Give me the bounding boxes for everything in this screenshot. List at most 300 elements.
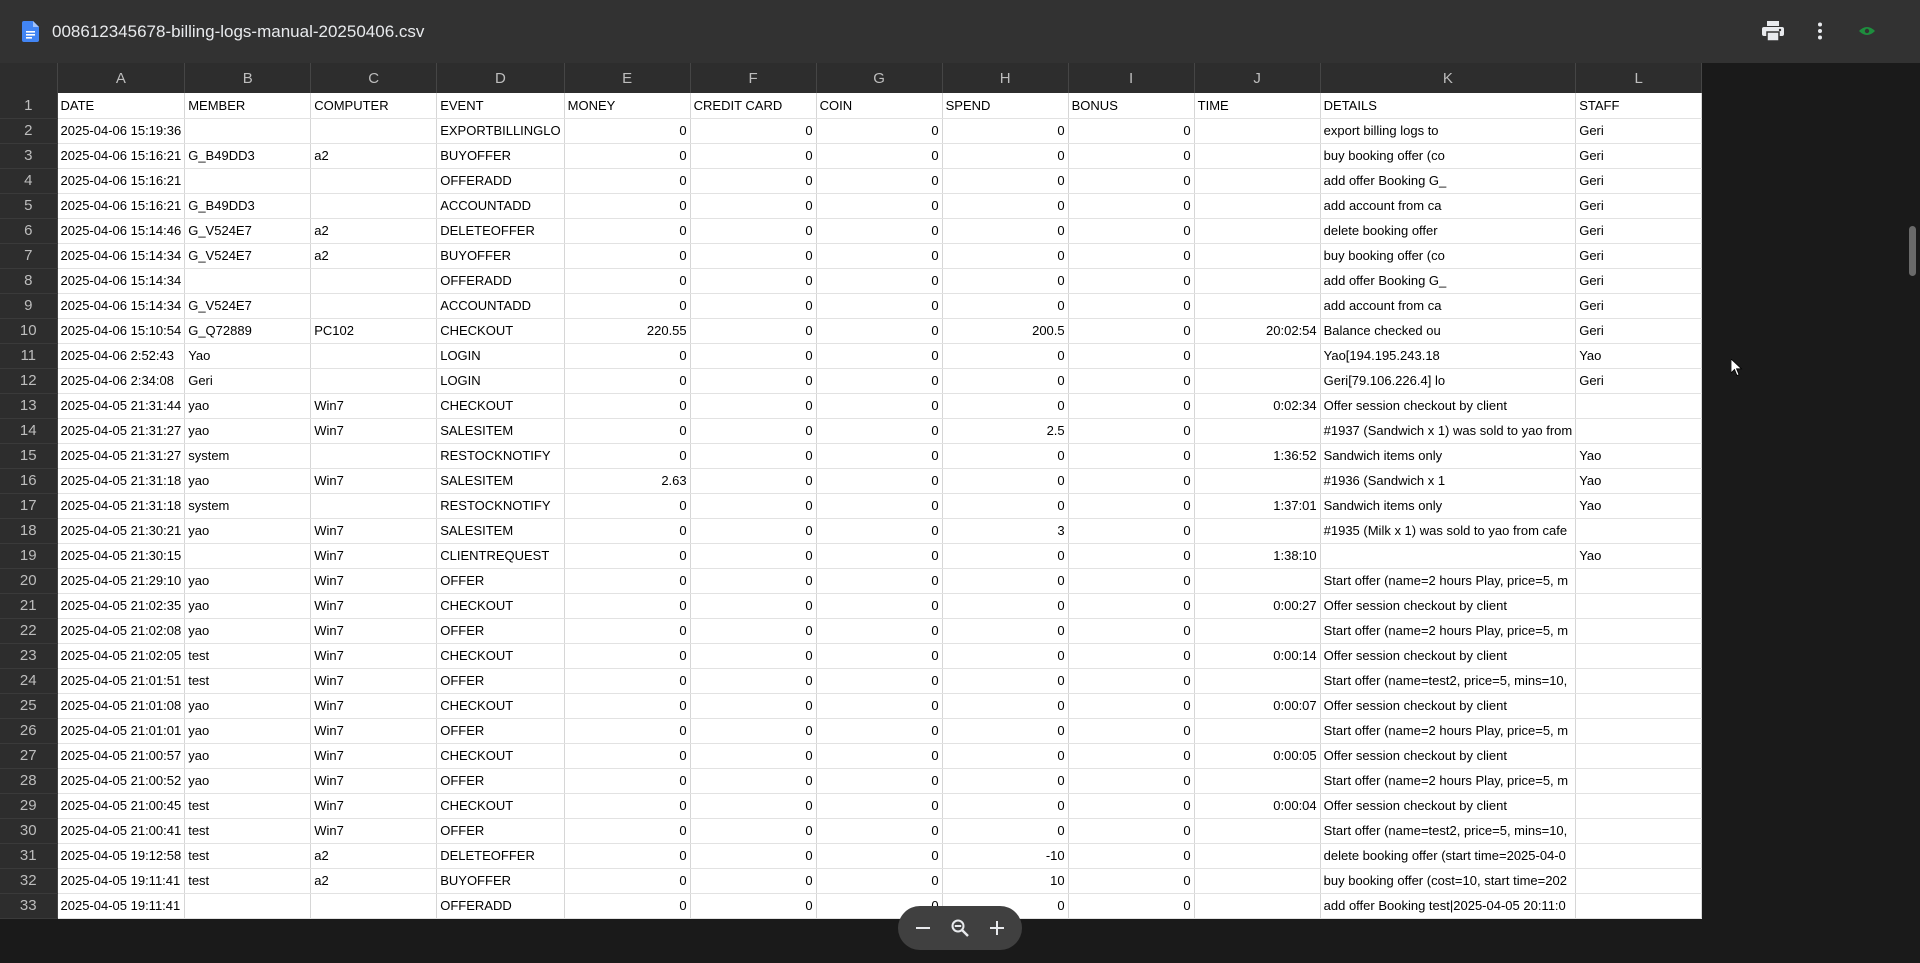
table-cell[interactable]: 2025-04-05 21:01:08 [57,693,185,718]
table-cell[interactable]: Start offer (name=test2, price=5, mins=10, [1320,668,1576,693]
table-cell[interactable]: EXPORTBILLINGLO [437,118,564,143]
table-cell[interactable]: 0 [690,868,816,893]
table-cell[interactable]: 2025-04-05 21:31:18 [57,493,185,518]
table-cell[interactable]: add account from ca [1320,293,1576,318]
table-cell[interactable]: 0 [1068,743,1194,768]
column-header-d[interactable]: D [437,63,564,93]
table-cell[interactable]: 2025-04-06 15:16:21 [57,193,185,218]
table-cell[interactable]: OFFERADD [437,893,564,918]
table-cell[interactable] [185,268,311,293]
column-header-j[interactable]: J [1194,63,1320,93]
table-cell[interactable]: Yao[194.195.243.18 [1320,343,1576,368]
row-number[interactable]: 4 [0,168,57,193]
table-cell[interactable]: 1:38:10 [1194,543,1320,568]
table-cell[interactable] [1576,518,1702,543]
column-title-cell[interactable]: MEMBER [185,93,311,118]
table-cell[interactable]: 2025-04-05 19:12:58 [57,843,185,868]
table-cell[interactable]: 0 [1068,468,1194,493]
table-cell[interactable]: 0 [942,118,1068,143]
column-title-cell[interactable]: CREDIT CARD [690,93,816,118]
row-number[interactable]: 27 [0,743,57,768]
table-cell[interactable] [1194,193,1320,218]
column-header-k[interactable]: K [1320,63,1576,93]
table-cell[interactable]: Balance checked ou [1320,318,1576,343]
table-cell[interactable]: 0 [690,693,816,718]
table-cell[interactable]: 0 [1068,893,1194,918]
table-cell[interactable]: 0:00:14 [1194,643,1320,668]
table-cell[interactable]: #1937 (Sandwich x 1) was sold to yao from [1320,418,1576,443]
table-cell[interactable] [1576,718,1702,743]
table-cell[interactable]: 2025-04-06 15:14:34 [57,293,185,318]
table-cell[interactable]: 0 [942,743,1068,768]
table-cell[interactable]: Geri [1576,243,1702,268]
table-cell[interactable]: 0 [816,693,942,718]
table-cell[interactable]: 0 [690,168,816,193]
table-cell[interactable] [1576,768,1702,793]
table-cell[interactable]: Yao [1576,468,1702,493]
table-cell[interactable] [1194,893,1320,918]
table-cell[interactable]: 0 [942,268,1068,293]
table-cell[interactable]: BUYOFFER [437,143,564,168]
table-cell[interactable] [1576,593,1702,618]
table-cell[interactable] [1194,818,1320,843]
row-number[interactable]: 10 [0,318,57,343]
table-cell[interactable]: 0 [816,868,942,893]
table-cell[interactable] [1320,543,1576,568]
table-cell[interactable]: SALESITEM [437,468,564,493]
table-cell[interactable]: 0 [564,868,690,893]
table-cell[interactable] [1194,568,1320,593]
row-number[interactable]: 13 [0,393,57,418]
table-cell[interactable]: 0 [816,518,942,543]
table-cell[interactable]: 0 [564,643,690,668]
table-cell[interactable]: Start offer (name=test2, price=5, mins=10, [1320,818,1576,843]
table-cell[interactable]: Offer session checkout by client [1320,593,1576,618]
table-cell[interactable]: CHECKOUT [437,393,564,418]
table-cell[interactable]: 0 [942,643,1068,668]
table-cell[interactable]: 0 [816,168,942,193]
table-cell[interactable]: yao [185,568,311,593]
table-cell[interactable]: SALESITEM [437,418,564,443]
table-cell[interactable]: Win7 [311,418,437,443]
row-number[interactable]: 8 [0,268,57,293]
table-cell[interactable] [185,543,311,568]
table-cell[interactable]: G_V524E7 [185,218,311,243]
table-cell[interactable]: CHECKOUT [437,793,564,818]
table-cell[interactable]: CHECKOUT [437,593,564,618]
table-cell[interactable]: 0 [816,543,942,568]
table-cell[interactable]: 0 [564,518,690,543]
table-cell[interactable]: 0 [816,593,942,618]
table-cell[interactable]: 2025-04-06 2:34:08 [57,368,185,393]
table-cell[interactable]: 0:02:34 [1194,393,1320,418]
table-cell[interactable]: 0 [690,293,816,318]
table-cell[interactable]: 0 [1068,593,1194,618]
table-cell[interactable] [311,368,437,393]
table-cell[interactable] [1576,393,1702,418]
table-cell[interactable] [1194,768,1320,793]
table-cell[interactable]: add offer Booking G_ [1320,168,1576,193]
table-cell[interactable]: 0 [942,893,1068,918]
table-cell[interactable]: 0 [942,543,1068,568]
table-cell[interactable]: 2025-04-06 2:52:43 [57,343,185,368]
table-cell[interactable]: 2025-04-05 21:30:15 [57,543,185,568]
table-cell[interactable]: 0 [816,343,942,368]
table-cell[interactable]: 0 [690,368,816,393]
table-cell[interactable]: 0 [690,793,816,818]
table-cell[interactable]: CHECKOUT [437,318,564,343]
table-cell[interactable]: Geri [1576,318,1702,343]
table-cell[interactable]: 0 [1068,793,1194,818]
table-cell[interactable]: 2025-04-05 21:29:10 [57,568,185,593]
table-cell[interactable]: 0 [564,193,690,218]
table-cell[interactable]: BUYOFFER [437,243,564,268]
table-cell[interactable]: 0 [690,843,816,868]
table-cell[interactable]: 0 [942,393,1068,418]
table-cell[interactable]: 2025-04-06 15:16:21 [57,168,185,193]
table-cell[interactable] [1194,218,1320,243]
table-cell[interactable]: test [185,818,311,843]
table-cell[interactable] [1194,143,1320,168]
table-cell[interactable]: delete booking offer [1320,218,1576,243]
table-cell[interactable]: 2025-04-05 21:31:27 [57,418,185,443]
table-cell[interactable]: Win7 [311,393,437,418]
row-number[interactable]: 1 [0,93,57,118]
table-cell[interactable]: Sandwich items only [1320,493,1576,518]
row-number[interactable]: 22 [0,618,57,643]
table-cell[interactable]: 0 [942,343,1068,368]
table-cell[interactable]: Start offer (name=2 hours Play, price=5, m [1320,768,1576,793]
table-cell[interactable]: 0 [942,793,1068,818]
table-cell[interactable]: 0 [564,243,690,268]
table-cell[interactable]: 0 [690,268,816,293]
table-cell[interactable]: 0 [564,893,690,918]
table-cell[interactable]: 2025-04-06 15:14:46 [57,218,185,243]
table-cell[interactable]: 0 [942,568,1068,593]
table-cell[interactable]: 0 [564,368,690,393]
table-cell[interactable]: 0 [564,443,690,468]
row-number[interactable]: 7 [0,243,57,268]
table-cell[interactable]: 0 [816,318,942,343]
table-cell[interactable]: test [185,793,311,818]
table-cell[interactable] [1576,793,1702,818]
table-cell[interactable]: 1:36:52 [1194,443,1320,468]
table-cell[interactable]: #1936 (Sandwich x 1 [1320,468,1576,493]
more-options-button[interactable] [1803,14,1837,48]
table-cell[interactable]: system [185,443,311,468]
table-cell[interactable]: 0 [1068,518,1194,543]
table-cell[interactable]: SALESITEM [437,518,564,543]
table-cell[interactable]: 0 [690,668,816,693]
table-cell[interactable]: 0 [690,718,816,743]
table-cell[interactable]: 2025-04-05 21:00:41 [57,818,185,843]
table-cell[interactable]: 2025-04-06 15:19:36 [57,118,185,143]
table-cell[interactable]: 0 [1068,293,1194,318]
table-cell[interactable]: yao [185,393,311,418]
table-cell[interactable]: DELETEOFFER [437,218,564,243]
table-cell[interactable]: test [185,868,311,893]
table-cell[interactable]: G_B49DD3 [185,193,311,218]
table-cell[interactable]: Win7 [311,543,437,568]
table-cell[interactable]: 0 [690,743,816,768]
row-number[interactable]: 21 [0,593,57,618]
table-cell[interactable]: 2025-04-05 21:31:27 [57,443,185,468]
row-number[interactable]: 32 [0,868,57,893]
table-cell[interactable] [1576,893,1702,918]
table-cell[interactable]: Win7 [311,668,437,693]
row-number[interactable]: 25 [0,693,57,718]
table-cell[interactable] [1194,293,1320,318]
row-number[interactable]: 20 [0,568,57,593]
table-cell[interactable]: Offer session checkout by client [1320,793,1576,818]
table-cell[interactable] [1576,843,1702,868]
row-number[interactable]: 16 [0,468,57,493]
table-cell[interactable]: 0 [816,793,942,818]
table-cell[interactable] [185,118,311,143]
table-cell[interactable]: yao [185,718,311,743]
table-cell[interactable]: 0 [564,393,690,418]
table-cell[interactable]: 0 [816,268,942,293]
row-number[interactable]: 31 [0,843,57,868]
row-number[interactable]: 29 [0,793,57,818]
table-cell[interactable]: 0 [816,843,942,868]
row-number[interactable]: 33 [0,893,57,918]
table-cell[interactable]: 0 [1068,568,1194,593]
zoom-in-button[interactable] [981,912,1013,944]
table-cell[interactable]: yao [185,518,311,543]
table-cell[interactable]: 0 [690,343,816,368]
table-cell[interactable]: 2025-04-06 15:14:34 [57,243,185,268]
table-cell[interactable]: 0 [690,418,816,443]
table-cell[interactable] [1194,468,1320,493]
table-cell[interactable]: 0 [564,568,690,593]
column-header-e[interactable]: E [564,63,690,93]
column-header-f[interactable]: F [690,63,816,93]
table-cell[interactable]: Geri [1576,218,1702,243]
table-cell[interactable]: Geri [1576,168,1702,193]
table-cell[interactable]: Win7 [311,818,437,843]
table-cell[interactable]: Win7 [311,743,437,768]
table-cell[interactable]: Win7 [311,593,437,618]
row-number[interactable]: 19 [0,543,57,568]
table-cell[interactable]: 0 [564,743,690,768]
table-cell[interactable] [1576,868,1702,893]
table-cell[interactable] [311,118,437,143]
table-cell[interactable]: 0 [942,768,1068,793]
table-cell[interactable]: 0 [942,243,1068,268]
table-cell[interactable]: 0 [564,768,690,793]
table-cell[interactable]: OFFER [437,668,564,693]
table-cell[interactable]: 0 [1068,543,1194,568]
table-cell[interactable]: 2025-04-06 15:10:54 [57,318,185,343]
column-title-cell[interactable]: BONUS [1068,93,1194,118]
table-cell[interactable]: 1:37:01 [1194,493,1320,518]
table-cell[interactable]: Offer session checkout by client [1320,693,1576,718]
row-number[interactable]: 14 [0,418,57,443]
table-cell[interactable]: 0 [942,668,1068,693]
table-cell[interactable] [311,168,437,193]
table-cell[interactable]: 0 [942,593,1068,618]
row-number[interactable]: 18 [0,518,57,543]
table-cell[interactable]: 2025-04-05 21:01:01 [57,718,185,743]
table-cell[interactable]: 0 [942,193,1068,218]
column-title-cell[interactable]: STAFF [1576,93,1702,118]
table-cell[interactable]: 2025-04-06 15:16:21 [57,143,185,168]
table-cell[interactable]: 0 [1068,818,1194,843]
table-cell[interactable]: Geri [1576,193,1702,218]
table-cell[interactable]: OFFERADD [437,168,564,193]
table-cell[interactable]: 0 [816,118,942,143]
table-cell[interactable]: add offer Booking test|2025-04-05 20:11:0 [1320,893,1576,918]
table-cell[interactable]: 0 [816,818,942,843]
table-cell[interactable]: Win7 [311,518,437,543]
table-cell[interactable]: Win7 [311,643,437,668]
table-cell[interactable]: 0 [1068,193,1194,218]
table-cell[interactable]: 0 [1068,243,1194,268]
table-cell[interactable]: PC102 [311,318,437,343]
table-cell[interactable]: 0 [816,218,942,243]
table-cell[interactable]: 0 [1068,693,1194,718]
table-cell[interactable] [1576,818,1702,843]
row-number[interactable]: 26 [0,718,57,743]
table-cell[interactable] [311,343,437,368]
table-cell[interactable]: 0 [1068,718,1194,743]
table-cell[interactable] [1194,668,1320,693]
table-cell[interactable]: 0:00:05 [1194,743,1320,768]
table-cell[interactable]: 0 [816,643,942,668]
table-cell[interactable]: 0 [1068,668,1194,693]
row-number[interactable]: 30 [0,818,57,843]
table-cell[interactable]: 0 [690,218,816,243]
table-cell[interactable]: test [185,643,311,668]
table-cell[interactable]: LOGIN [437,368,564,393]
table-cell[interactable] [1194,843,1320,868]
column-header-a[interactable]: A [57,63,185,93]
table-cell[interactable] [185,893,311,918]
table-cell[interactable]: DELETEOFFER [437,843,564,868]
table-cell[interactable] [311,268,437,293]
table-cell[interactable]: Geri [1576,293,1702,318]
table-cell[interactable]: 20:02:54 [1194,318,1320,343]
table-cell[interactable]: BUYOFFER [437,868,564,893]
select-all-corner[interactable] [0,63,57,93]
table-cell[interactable]: add account from ca [1320,193,1576,218]
table-cell[interactable]: 0 [564,168,690,193]
table-cell[interactable]: 0 [942,718,1068,743]
table-cell[interactable] [1576,668,1702,693]
table-cell[interactable]: 2.5 [942,418,1068,443]
column-header-l[interactable]: L [1576,63,1702,93]
table-cell[interactable]: Sandwich items only [1320,443,1576,468]
table-cell[interactable]: Offer session checkout by client [1320,393,1576,418]
table-cell[interactable]: a2 [311,243,437,268]
table-cell[interactable]: #1935 (Milk x 1) was sold to yao from cafe [1320,518,1576,543]
table-cell[interactable]: 2025-04-05 19:11:41 [57,893,185,918]
table-cell[interactable]: 0 [816,293,942,318]
table-cell[interactable]: RESTOCKNOTIFY [437,443,564,468]
table-cell[interactable]: 0 [690,193,816,218]
table-cell[interactable]: Geri [185,368,311,393]
table-cell[interactable]: 0 [816,568,942,593]
table-cell[interactable]: yao [185,768,311,793]
column-title-cell[interactable]: COMPUTER [311,93,437,118]
table-cell[interactable] [1194,418,1320,443]
table-cell[interactable]: CLIENTREQUEST [437,543,564,568]
table-cell[interactable]: CHECKOUT [437,693,564,718]
column-header-i[interactable]: I [1068,63,1194,93]
table-cell[interactable]: 0 [816,493,942,518]
table-cell[interactable]: Win7 [311,468,437,493]
table-cell[interactable]: 0 [942,818,1068,843]
table-cell[interactable]: 0 [1068,368,1194,393]
table-cell[interactable]: 0 [564,218,690,243]
table-cell[interactable]: yao [185,418,311,443]
table-cell[interactable]: Win7 [311,568,437,593]
row-number[interactable]: 17 [0,493,57,518]
table-cell[interactable]: 0 [690,818,816,843]
table-cell[interactable]: 0:00:04 [1194,793,1320,818]
table-cell[interactable]: Start offer (name=2 hours Play, price=5, m [1320,618,1576,643]
column-title-cell[interactable]: COIN [816,93,942,118]
table-cell[interactable]: 2025-04-05 19:11:41 [57,868,185,893]
table-cell[interactable] [311,293,437,318]
table-cell[interactable]: CHECKOUT [437,743,564,768]
table-cell[interactable]: test [185,843,311,868]
row-number[interactable]: 12 [0,368,57,393]
scrollbar-thumb[interactable] [1909,226,1916,276]
column-title-cell[interactable]: MONEY [564,93,690,118]
table-cell[interactable]: 0 [816,743,942,768]
table-cell[interactable]: 3 [942,518,1068,543]
table-cell[interactable]: 2025-04-05 21:02:05 [57,643,185,668]
table-cell[interactable]: 2025-04-05 21:01:51 [57,668,185,693]
table-cell[interactable]: 0 [690,543,816,568]
table-cell[interactable]: 0 [564,718,690,743]
column-title-cell[interactable]: SPEND [942,93,1068,118]
table-cell[interactable]: Start offer (name=2 hours Play, price=5, m [1320,568,1576,593]
table-cell[interactable]: 0 [564,818,690,843]
table-cell[interactable]: 0 [690,118,816,143]
table-cell[interactable]: 0 [564,293,690,318]
column-title-cell[interactable]: DETAILS [1320,93,1576,118]
table-cell[interactable]: 0 [690,443,816,468]
table-cell[interactable] [1194,118,1320,143]
row-number[interactable]: 6 [0,218,57,243]
table-cell[interactable]: 0 [564,118,690,143]
table-cell[interactable]: 0 [564,343,690,368]
table-cell[interactable]: 2025-04-05 21:31:18 [57,468,185,493]
table-cell[interactable] [1576,418,1702,443]
table-cell[interactable]: 0 [564,618,690,643]
table-cell[interactable]: Geri [1576,368,1702,393]
row-number[interactable]: 9 [0,293,57,318]
table-cell[interactable]: 0 [942,218,1068,243]
table-cell[interactable]: 0 [690,768,816,793]
table-cell[interactable]: 0 [564,593,690,618]
column-header-h[interactable]: H [942,63,1068,93]
table-cell[interactable]: Yao [1576,443,1702,468]
table-cell[interactable]: 0 [690,493,816,518]
table-cell[interactable]: 0 [690,468,816,493]
table-cell[interactable]: Yao [1576,493,1702,518]
table-cell[interactable]: yao [185,693,311,718]
table-cell[interactable]: a2 [311,843,437,868]
table-cell[interactable] [185,168,311,193]
table-cell[interactable]: 0 [816,443,942,468]
table-cell[interactable]: 0 [690,568,816,593]
table-cell[interactable]: Win7 [311,618,437,643]
table-cell[interactable]: Geri[79.106.226.4] lo [1320,368,1576,393]
